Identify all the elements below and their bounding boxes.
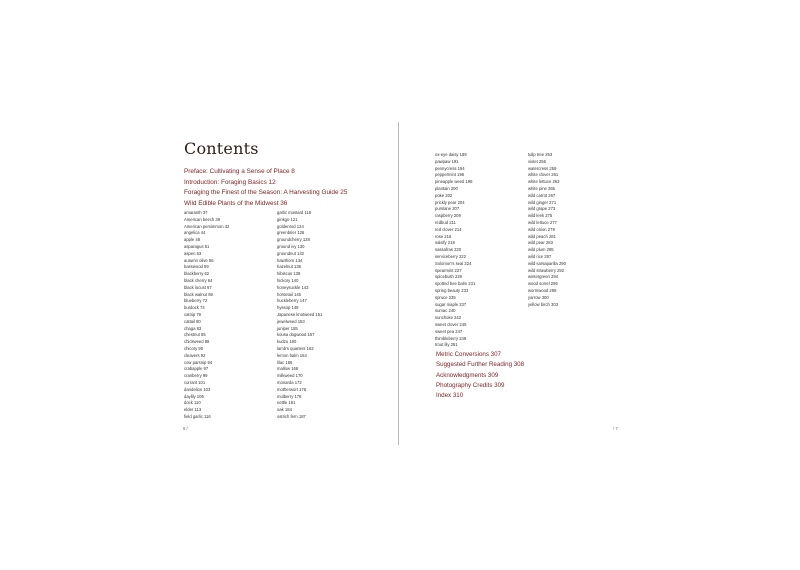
toc-plant-entry: spruce 235 (435, 294, 456, 300)
toc-plant-entry: wild onion 279 (528, 226, 555, 232)
toc-plant-entry: serviceberry 222 (435, 253, 466, 259)
toc-plant-entry: wild leek 275 (528, 213, 553, 219)
toc-plant-entry: raspberry 209 (435, 213, 461, 219)
toc-plant-entry: spotted bee balm 231 (435, 281, 476, 287)
section-list (184, 167, 347, 209)
toc-backmatter-entry: Suggested Further Reading 308 (436, 361, 525, 369)
toc-plant-entry: yarrow 300 (528, 294, 549, 300)
toc-plant-entry: jewelweed 153 (277, 318, 305, 324)
toc-plant-entry: thimbleberry 249 (435, 335, 467, 341)
toc-plant-entry: wild carrot 267 (528, 192, 556, 198)
left-page (0, 120, 398, 445)
toc-plant-entry: field garlic 116 (184, 413, 211, 419)
toc-backmatter-entry: Metric Conversions 307 (436, 351, 501, 358)
toc-plant-entry: hibiscus 138 (277, 271, 301, 277)
toc-plant-entry: garlic mustard 118 (277, 210, 312, 215)
toc-backmatter-entry: Photography Credits 309 (436, 381, 505, 389)
toc-plant-entry: poke 202 (435, 192, 453, 198)
toc-plant-entry: monarda 172 (277, 379, 302, 385)
toc-plant-entry: yellow birch 303 (528, 301, 559, 307)
page-number-left: 6 / (183, 426, 188, 431)
toc-plant-entry: goldenrod 124 (277, 223, 304, 229)
toc-plant-entry: hazelnut 136 (277, 264, 301, 270)
toc-plant-entry: groundcherry 128 (277, 237, 310, 243)
toc-plant-entry: pawpaw 191 (435, 158, 459, 164)
toc-plant-entry: wild rice 287 (528, 253, 552, 259)
toc-plant-entry: aspen 53 (184, 250, 202, 256)
toc-plant-entry: ox-eye daisy 189 (435, 152, 467, 157)
plant-list-column-1 (184, 210, 229, 421)
toc-plant-entry: angelica 44 (184, 230, 206, 236)
toc-plant-entry: catnip 78 (184, 311, 201, 317)
toc-plant-entry: lemon balm 164 (277, 352, 307, 358)
toc-plant-entry: nettle 181 (277, 400, 296, 406)
toc-plant-entry: dock 110 (184, 400, 201, 406)
toc-plant-entry: lamb's quarters 162 (277, 345, 314, 351)
toc-plant-entry: chickweed 88 (184, 339, 210, 345)
toc-plant-entry: sumac 240 (435, 308, 456, 314)
toc-section-entry: Preface: Cultivating a Sense of Place 8 (184, 168, 295, 175)
toc-backmatter-entry: Index 310 (436, 392, 464, 400)
toc-plant-entry: mallow 168 (277, 366, 299, 372)
toc-plant-entry: spicebush 229 (435, 274, 463, 280)
toc-plant-entry: blackberry 62 (184, 271, 210, 277)
toc-plant-entry: daylily 106 (184, 393, 204, 399)
toc-plant-entry: wild grape 273 (528, 206, 556, 212)
toc-plant-entry: crabapple 97 (184, 366, 209, 372)
toc-plant-entry: chaga 83 (184, 325, 202, 331)
toc-plant-entry: white pine 265 (528, 185, 556, 191)
toc-plant-entry: milkweed 170 (277, 373, 303, 379)
toc-plant-entry: wild ginger 271 (528, 199, 557, 205)
toc-plant-entry: honeysuckle 143 (277, 284, 309, 290)
toc-plant-entry: basswood 59 (184, 264, 209, 270)
toc-plant-entry: hickory 140 (277, 277, 299, 283)
toc-plant-entry: huckleberry 147 (277, 298, 307, 304)
toc-plant-entry: kousa dogwood 157 (277, 332, 315, 338)
plant-list-column-4 (528, 152, 566, 308)
toc-plant-entry: blueberry 72 (184, 298, 208, 304)
toc-plant-entry: hyssop 149 (277, 305, 299, 311)
toc-plant-entry: oak 184 (277, 407, 292, 413)
toc-plant-entry: wormwood 298 (528, 287, 557, 293)
toc-plant-entry: tulip tree 253 (528, 152, 553, 157)
toc-plant-entry: sweet clover 245 (435, 321, 467, 327)
toc-plant-entry: spring beauty 233 (435, 287, 469, 293)
toc-plant-entry: purslane 207 (435, 206, 460, 212)
toc-plant-entry: dandelion 103 (184, 386, 211, 392)
toc-plant-entry: spearmint 227 (435, 267, 462, 273)
page-number-right: / 7 (613, 426, 618, 431)
toc-plant-entry: horsetail 145 (277, 291, 301, 297)
toc-plant-entry: American persimmon 42 (184, 223, 230, 229)
page-title: Contents (184, 139, 259, 158)
toc-plant-entry: juniper 155 (277, 325, 298, 331)
toc-plant-entry: trout lily 251 (435, 342, 458, 348)
toc-plant-entry: ostrich fern 187 (277, 413, 306, 419)
right-page (402, 120, 800, 445)
toc-plant-entry: salsify 218 (435, 240, 455, 246)
toc-plant-entry: white clover 261 (528, 172, 559, 178)
toc-plant-entry: cleavers 92 (184, 352, 206, 358)
toc-plant-entry: wild lettuce 277 (528, 219, 557, 225)
toc-plant-entry: rose 216 (435, 233, 452, 239)
toc-plant-entry: cattail 80 (184, 318, 201, 324)
toc-plant-entry: sugar maple 237 (435, 301, 467, 307)
toc-plant-entry: asparagus 51 (184, 243, 210, 249)
toc-plant-entry: prickly pear 204 (435, 199, 465, 205)
toc-plant-entry: wild pear 283 (528, 240, 553, 246)
toc-plant-entry: sweet pea 247 (435, 328, 463, 334)
toc-plant-entry: redbud 211 (435, 219, 456, 225)
toc-plant-entry: ginkgo 121 (277, 216, 298, 222)
toc-plant-entry: violet 256 (528, 158, 546, 164)
toc-plant-entry: burdock 74 (184, 305, 205, 311)
toc-plant-entry: wild peach 281 (528, 233, 556, 239)
toc-plant-entry: wild strawberry 292 (528, 267, 565, 273)
plant-list-column-3 (435, 152, 475, 349)
toc-plant-entry: elder 113 (184, 407, 202, 413)
toc-plant-entry: hawthorn 134 (277, 257, 303, 263)
gutter-divider (398, 122, 399, 445)
toc-backmatter-entry: Acknowledgments 309 (436, 371, 499, 379)
toc-plant-entry: black cherry 64 (184, 277, 213, 283)
toc-plant-entry: red clover 214 (435, 226, 462, 232)
toc-plant-entry: peppermint 196 (435, 172, 465, 178)
toc-plant-entry: Japanese knotweed 151 (277, 311, 323, 317)
toc-plant-entry: motherwort 176 (277, 386, 307, 392)
toc-plant-entry: sassafras 220 (435, 247, 462, 253)
toc-plant-entry: groundnut 132 (277, 250, 305, 256)
toc-plant-entry: wood sorrel 296 (528, 281, 558, 287)
toc-plant-entry: cow parsnip 94 (184, 359, 213, 365)
toc-plant-entry: amaranth 37 (184, 210, 208, 215)
toc-plant-entry: plantain 200 (435, 185, 458, 191)
plant-list-column-2 (277, 210, 322, 421)
toc-plant-entry: wild plum 285 (528, 247, 554, 253)
toc-plant-entry: apple 48 (184, 237, 201, 243)
toc-plant-entry: American beech 39 (184, 216, 221, 222)
toc-plant-entry: black locust 67 (184, 284, 212, 290)
toc-plant-entry: cranberry 99 (184, 373, 208, 379)
toc-plant-entry: watercress 259 (528, 165, 557, 171)
toc-plant-entry: lilac 166 (277, 359, 293, 365)
toc-plant-entry: wild sarsaparilla 290 (528, 260, 566, 266)
toc-plant-entry: black walnut 69 (184, 291, 213, 297)
toc-section-entry: Introduction: Foraging Basics 12 (184, 178, 276, 186)
toc-plant-entry: pennycress 194 (435, 165, 465, 171)
toc-plant-entry: pineapple weed 198 (435, 179, 473, 185)
toc-plant-entry: currant 101 (184, 379, 206, 385)
toc-plant-entry: greenbrier 126 (277, 230, 305, 236)
toc-plant-entry: ground ivy 130 (277, 243, 305, 249)
toc-section-entry: Foraging the Finest of the Season: A Harvesting Guide 25 (184, 189, 348, 196)
toc-plant-entry: autumn olive 56 (184, 257, 214, 263)
backmatter-list (436, 350, 524, 401)
toc-plant-entry: chestnut 85 (184, 332, 206, 338)
toc-plant-entry: mulberry 178 (277, 393, 302, 399)
toc-plant-entry: chicory 90 (184, 345, 204, 351)
toc-plant-entry: white lettuce 263 (528, 179, 560, 185)
toc-plant-entry: kudzu 160 (277, 339, 297, 345)
toc-plant-entry: wintergreen 294 (528, 274, 559, 280)
toc-plant-entry: Solomon's seal 224 (435, 260, 472, 266)
toc-section-entry: Wild Edible Plants of the Midwest 36 (184, 199, 288, 207)
toc-plant-entry: sunchoke 242 (435, 315, 462, 321)
